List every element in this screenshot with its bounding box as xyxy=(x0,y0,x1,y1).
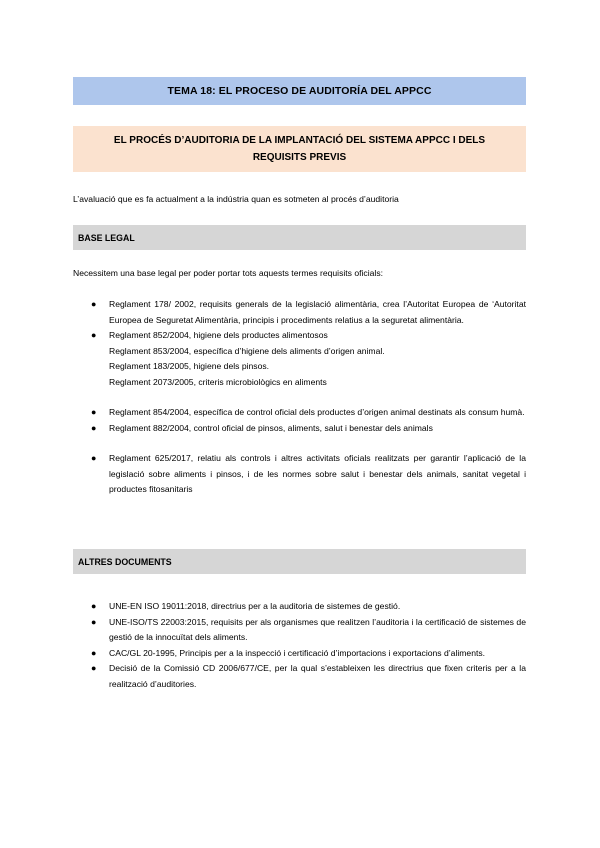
list-item: ● Reglament 882/2004, control oficial de pinsos, aliments, salut i benestar dels animals xyxy=(73,421,526,437)
base-legal-intro: Necessitem una base legal per poder portar tots aquests termes requisits oficials: xyxy=(73,268,384,278)
base-legal-list xyxy=(73,297,526,498)
bullet-icon: ● xyxy=(91,601,97,611)
page-title xyxy=(73,77,526,105)
section-subtitle xyxy=(73,126,526,172)
list-item: ● Reglament 178/ 2002, requisits generals de la legislació alimentària, crea l’Autoritat Europea de ‘Autoritat Europea de Seguretat Alimentària, principis i procediments relatius a la seguretat alimentària. xyxy=(91,299,526,325)
list-item: ● UNE-EN ISO 19011:2018, directrius per a la auditoria de sistemes de gestió. xyxy=(73,599,526,615)
base-legal-heading-text: BASE LEGAL xyxy=(78,232,135,243)
altres-documents-heading xyxy=(73,549,526,574)
bullet-icon: ● xyxy=(91,453,97,463)
bullet-icon: ● xyxy=(91,330,97,340)
page-title-text: TEMA 18: EL PROCESO DE AUDITORÍA DEL APPCC xyxy=(167,85,432,97)
subtitle-line-1: EL PROCÉS D’AUDITORIA DE LA IMPLANTACIÓ DEL SISTEMA APPCC I DELS xyxy=(113,135,486,146)
altres-documents-heading-text: ALTRES DOCUMENTS xyxy=(78,556,172,567)
bullet-icon: ● xyxy=(91,663,97,673)
base-legal-heading xyxy=(73,225,526,250)
list-continuation: Reglament 2073/2005, criteris microbiològics en aliments xyxy=(109,376,327,387)
bullet-icon: ● xyxy=(91,647,97,658)
list-item: ● CAC/GL 20-1995, Principis per a la inspecció i certificació d’importacions i exportacions d’aliments. xyxy=(73,646,526,662)
bullet-icon: ● xyxy=(91,422,97,433)
list-continuation: Reglament 183/2005, higiene dels pinsos. xyxy=(109,361,270,371)
bullet-icon: ● xyxy=(91,616,97,627)
bullet-icon: ● xyxy=(91,299,97,309)
list-continuation: Reglament 853/2004, específica d’higiene dels aliments d’origen animal. xyxy=(109,345,385,356)
list-item: ● Reglament 625/2017, relatiu als controls i altres activitats oficials realitzats per garantir l’aplicació de la legislació sobre aliments i pinsos, i de les normes sobre salut i benestar dels animals, sanitat vegetal i productes fitosanitaris xyxy=(91,453,526,494)
bullet-icon: ● xyxy=(91,407,97,417)
list-item: ● UNE-ISO/TS 22003:2015, requisits per als organismes que realitzen l’auditoria i la certificació de sistemes de gestió de la innocuïtat dels aliments. xyxy=(91,616,526,642)
list-item: ● Decisió de la Comissió CD 2006/677/CE, per la qual s’estableixen les directrius que fixen criteris per a la realització d’auditories. xyxy=(91,663,526,689)
altres-documents-list xyxy=(73,599,526,692)
subtitle-line-2: REQUISITS PREVIS xyxy=(252,152,347,163)
list-item: ● Reglament 854/2004, específica de control oficial dels productes d’origen animal destinats als consum humà. xyxy=(73,405,526,421)
list-item: ● Reglament 852/2004, higiene dels productes alimentosos xyxy=(73,328,526,344)
intro-paragraph: L’avaluació que es fa actualment a la indústria quan es sotmeten al procés d’auditoria xyxy=(73,194,399,204)
